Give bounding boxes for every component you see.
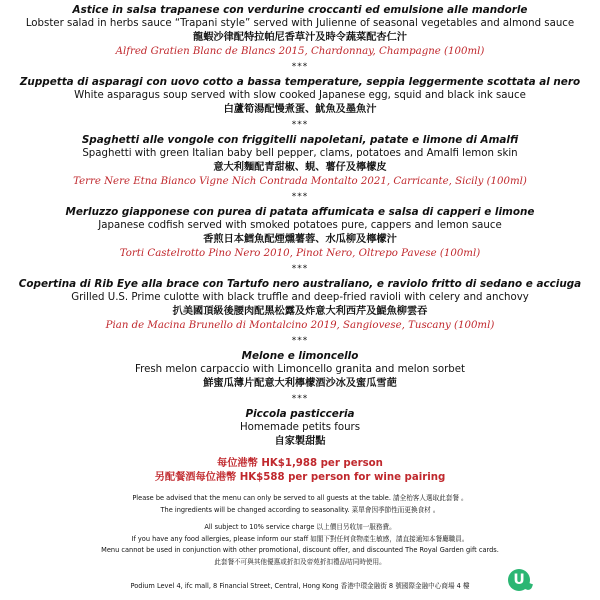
menu <box>0 3 600 568</box>
restaurant-address: Podium Level 4, ifc mall, 8 Financial Street, Central, Hong Kong 香港中環金融街 8 號國際金融中心商場 4 樓 <box>130 582 470 590</box>
separator: *** <box>291 336 309 346</box>
notes <box>0 493 600 568</box>
course-wine-pairing: Terre Nere Etna Bianco Vigne Nich Contrada Montalto 2021, Carricante, Sicily (100ml) <box>73 176 527 187</box>
separator: *** <box>291 192 309 202</box>
pricing <box>0 457 600 485</box>
separator: *** <box>291 120 309 130</box>
course-chinese-description: 自家製甜點 <box>274 436 326 447</box>
course-2 <box>0 75 600 117</box>
course-english-description: Lobster salad in herbs sauce “Trapani style” served with Julienne of seasonal vegetables and almond sauce <box>25 18 575 29</box>
course-english-description: Japanese codfish served with smoked potatoes pure, cappers and lemon sauce <box>98 220 502 231</box>
course-italian-name: Zuppetta di asparagi con uovo cotto a bassa temperature, seppia leggermente scottata al nero <box>19 76 581 88</box>
course-italian-name: Merluzzo giapponese con purea di patata affumicata e salsa di capperi e limone <box>65 206 535 218</box>
course-italian-name: Piccola pasticceria <box>245 408 355 420</box>
note-line: Menu cannot be used in conjunction with other promotional, discount offer, and discounted The Royal Garden gift cards. <box>101 546 499 554</box>
course-english-description: Grilled U.S. Prime culotte with black truffle and deep-fried ravioli with celery and anchovy <box>71 292 529 303</box>
note-line: Please be advised that the menu can only be served to all guests at the table. 請全枱客人選取此套餐 。 <box>132 494 468 502</box>
note-line: The ingredients will be changed according to seasonality. 菜單會因季節性而更換食材 。 <box>160 505 440 514</box>
course-italian-name: Astice in salsa trapanese con verdurine croccanti ed emulsione alle mandorle <box>72 4 528 16</box>
course-english-description: Fresh melon carpaccio with Limoncello granita and melon sorbet <box>135 364 465 375</box>
course-chinese-description: 意大利麵配青甜椒、蜆、薯仔及檸檬皮 <box>213 162 387 173</box>
course-7 <box>0 407 600 449</box>
course-wine-pairing: Pian de Macina Brunello di Montalcino 2019, Sangiovese, Tuscany (100ml) <box>105 320 495 331</box>
course-english-description: White asparagus soup served with slow cooked Japanese egg, squid and black ink sauce <box>74 90 526 101</box>
course-chinese-description: 香煎日本鱈魚配煙燻薯蓉、水瓜柳及檸檬汁 <box>203 234 397 245</box>
course-italian-name: Copertina di Rib Eye alla brace con Tartufo nero australiano, e raviolo fritto di sedano e acciuga <box>18 278 582 290</box>
note-line: 此套餐不可與其他優惠或折扣及帝苑折扣禮品咭同時使用。 <box>214 557 386 566</box>
course-italian-name: Spaghetti alle vongole con friggitelli napoletani, patate e limone di Amalfi <box>81 134 519 146</box>
course-chinese-description: 龍蝦沙律配特拉帕尼香草汁及時令蔬菜配杏仁汁 <box>193 32 407 43</box>
course-6 <box>0 349 600 391</box>
course-chinese-description: 扒美國頂級後腰肉配黑松露及炸意大利西芹及鯷魚柳雲吞 <box>172 306 428 317</box>
course-english-description: Spaghetti with green Italian baby bell pepper, clams, potatoes and Amalfi lemon skin <box>82 148 518 159</box>
course-italian-name: Melone e limoncello <box>241 350 359 362</box>
price-wine-pairing: 另配餐酒每位港幣 HK$588 per person for wine pairing <box>154 472 446 483</box>
course-4 <box>0 205 600 261</box>
price-per-person: 每位港幣 HK$1,988 per person <box>217 458 383 469</box>
course-1 <box>0 3 600 59</box>
separator: *** <box>291 394 309 404</box>
course-wine-pairing: Torti Castelrotto Pino Nero 2010, Pinot Nero, Oltrepo Pavese (100ml) <box>119 248 481 259</box>
separator: *** <box>291 62 309 72</box>
note-line: If you have any food allergies, please inform our staff 如閣下對任何食物產生敏感，請直接通知本餐廳職員。 <box>131 534 469 543</box>
note-line: All subject to 10% service charge 以上價目另收加一服務費。 <box>204 523 396 531</box>
course-wine-pairing: Alfred Gratien Blanc de Blancs 2015, Chardonnay, Champagne (100ml) <box>115 46 485 57</box>
course-chinese-description: 鮮蜜瓜薄片配意大利檸檬酒沙冰及蜜瓜雪葩 <box>203 378 397 389</box>
course-5 <box>0 277 600 333</box>
course-english-description: Homemade petits fours <box>239 422 361 433</box>
logo-icon: U <box>508 569 530 591</box>
course-3 <box>0 133 600 189</box>
course-chinese-description: 白蘆筍湯配慢煮蛋、魷魚及墨魚汁 <box>223 104 377 115</box>
separator: *** <box>291 264 309 274</box>
